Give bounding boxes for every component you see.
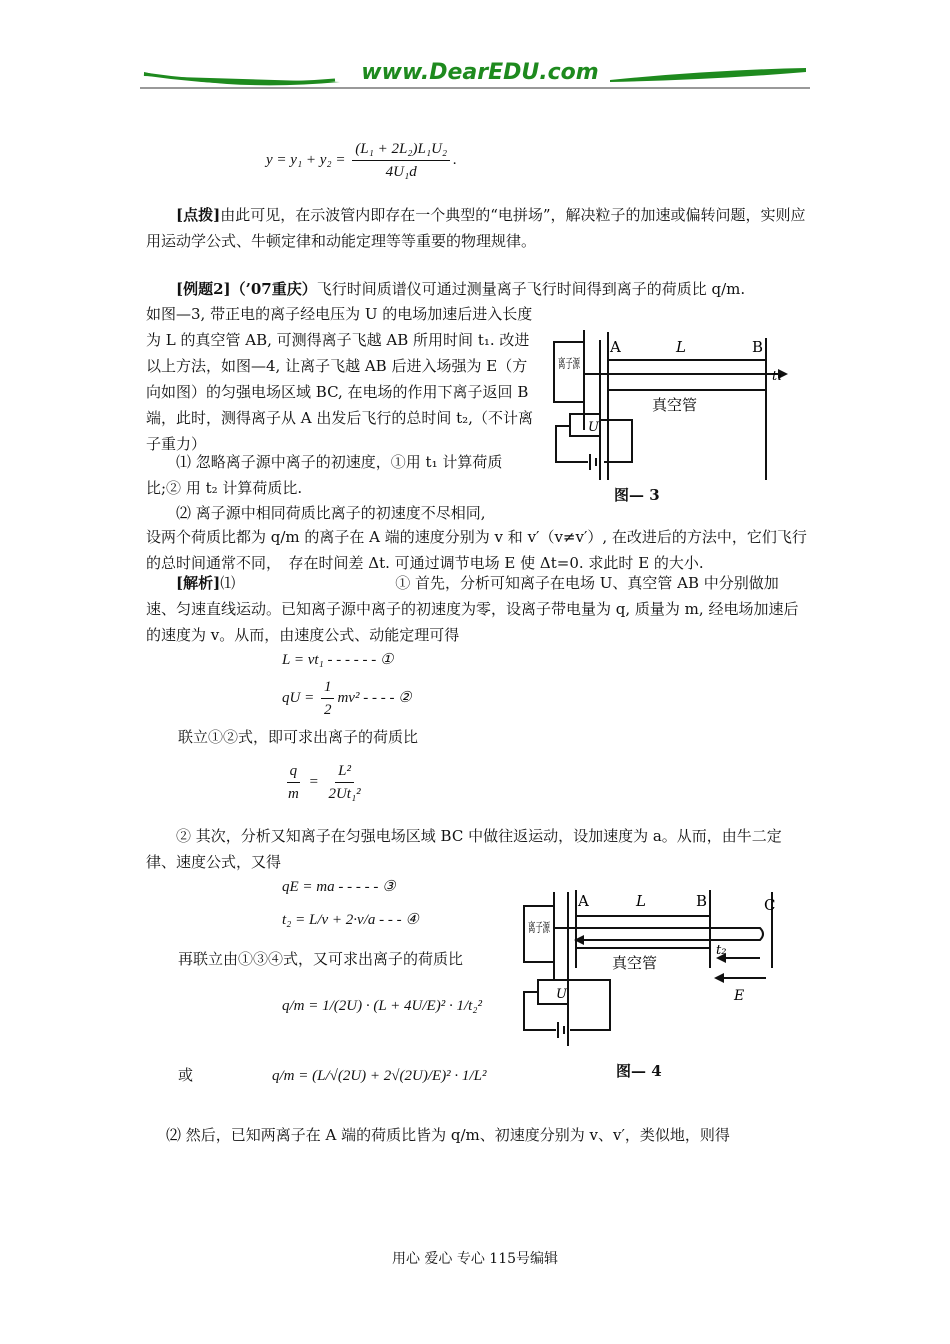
fig3-t-label: t₁	[772, 369, 783, 384]
fig4-A-label: A	[578, 892, 589, 910]
fig3-L-label: L	[676, 338, 686, 356]
fig4-L-label: L	[636, 892, 646, 910]
fig3-source-label: 离子源	[558, 357, 581, 372]
solution-part2: ⑵ 然后，已知两离子在 A 端的荷质比皆为 q/m、初速度分别为 v、v′，类似地，则得	[166, 1126, 730, 1144]
solution-text-2: 再联立由①③④式，又可求出离子的荷质比	[178, 950, 464, 968]
question-2-body: 设两个荷质比都为 q/m 的离子在 A 端的速度分别为 v 和 v′（v≠v′）, 在改进后的方法中，它们飞行的总时间通常不同， 存在时间差 Δt. 可通过调节电场 E 使 Δt=0. 求此时 E 的大小.	[146, 528, 807, 572]
dianbo-paragraph: [点拨]由此可见，在示波管内即存在一个典型的“电拼场”，解决粒子的加速或偏转问题，实则应用运动学公式、牛顿定律和动能定理等等重要的物理规律。	[146, 206, 806, 250]
fig3-tube-label: 真空管	[652, 396, 698, 414]
example-intro: [例题2]（’07重庆）飞行时间质谱仪可通过测量离子飞行时间得到离子的荷质比 q/m.	[176, 280, 746, 298]
question-2-start: ⑵ 离子源中相同荷质比离子的初速度不尽相同,	[176, 504, 486, 522]
ratio-2: q/m = 1/(2U) · (L + 4U/E)² · 1/t₂²	[282, 998, 483, 1014]
fig3-B-label: B	[752, 338, 764, 356]
fig4-t-label: t₂	[716, 943, 727, 958]
fig4-C-label: C	[764, 896, 776, 914]
site-logo: www.DearEDU.com	[361, 60, 599, 85]
fig4-B-label: B	[696, 892, 708, 910]
figure-3-caption: 图— 3	[614, 486, 660, 504]
figure-4-caption: 图— 4	[616, 1062, 662, 1080]
equation-2: qU = $\frac{1}{2}$ mv² - - - - ②	[282, 676, 412, 721]
fig3-U-label: U	[588, 420, 599, 435]
figure-4-diagram	[520, 888, 786, 1046]
equation-1: L = vt₁ - - - - - - ①	[282, 652, 394, 668]
header-banner	[140, 62, 810, 92]
fig4-E-label: E	[734, 988, 745, 1004]
ratio-1: $\frac{q}{m}$ = $\frac{\text{L²}}{\text{2Ut₁²}}$	[282, 760, 367, 805]
fig4-tube-label: 真空管	[612, 954, 658, 972]
equation-3: qE = ma - - - - - ③	[282, 879, 396, 895]
page-footer: 用心 爱心 专心 115号编辑	[391, 1251, 559, 1267]
equation-4: t₂ = L/v + 2·v/a - - - ④	[282, 912, 419, 928]
fig3-A-label: A	[610, 338, 621, 356]
example-body: 如图—3, 带正电的离子经电压为 U 的电场加速后进入长度为 L 的真空管 AB, 可测得离子飞越 AB 所用时间 t₁. 改进以上方法，如图—4, 让离子飞越 AB 后进入场强为 E（方向如图）的匀强电场区域 BC, 在电场的作用下离子返回 B 端，此时，测得离子从 A 出发后飞行的总时间 t₂,（不计离子重力）	[146, 305, 533, 453]
or-label: 或	[178, 1066, 194, 1084]
solution-part1: [解析]⑴ ① 首先，分析可知离子在电场 U、真空管 AB 中分别做加速、匀速直线运动。已知离子源中离子的初速度为零，设离子带电量为 q, 质量为 m, 经电场加速后的速度为 v。从而，由速度公式、动能定理可得	[146, 574, 799, 644]
fig4-U-label: U	[556, 987, 567, 1002]
solution-text-1: 联立①②式，即可求出离子的荷质比	[178, 728, 419, 746]
solution-part1-2: ② 其次，分析又知离子在匀强电场区域 BC 中做往返运动，设加速度为 a。从而，由牛二定律、速度公式，又得	[146, 827, 782, 871]
ratio-3: q/m = (L/√(2U) + 2√(2U)/E)² · 1/L²	[272, 1068, 487, 1084]
fig4-source-label: 离子源	[528, 921, 551, 936]
figure-3-diagram	[548, 330, 798, 480]
question-1: ⑴ 忽略离子源中离子的初速度，①用 t₁ 计算荷质比;② 用 t₂ 计算荷质比.	[146, 453, 503, 497]
equation-y: y = y₁ + y₂ = $\frac{\text{(L₁ + 2L₂)L₁U₂}}{\text{4U₁d}}$ .	[266, 138, 457, 183]
